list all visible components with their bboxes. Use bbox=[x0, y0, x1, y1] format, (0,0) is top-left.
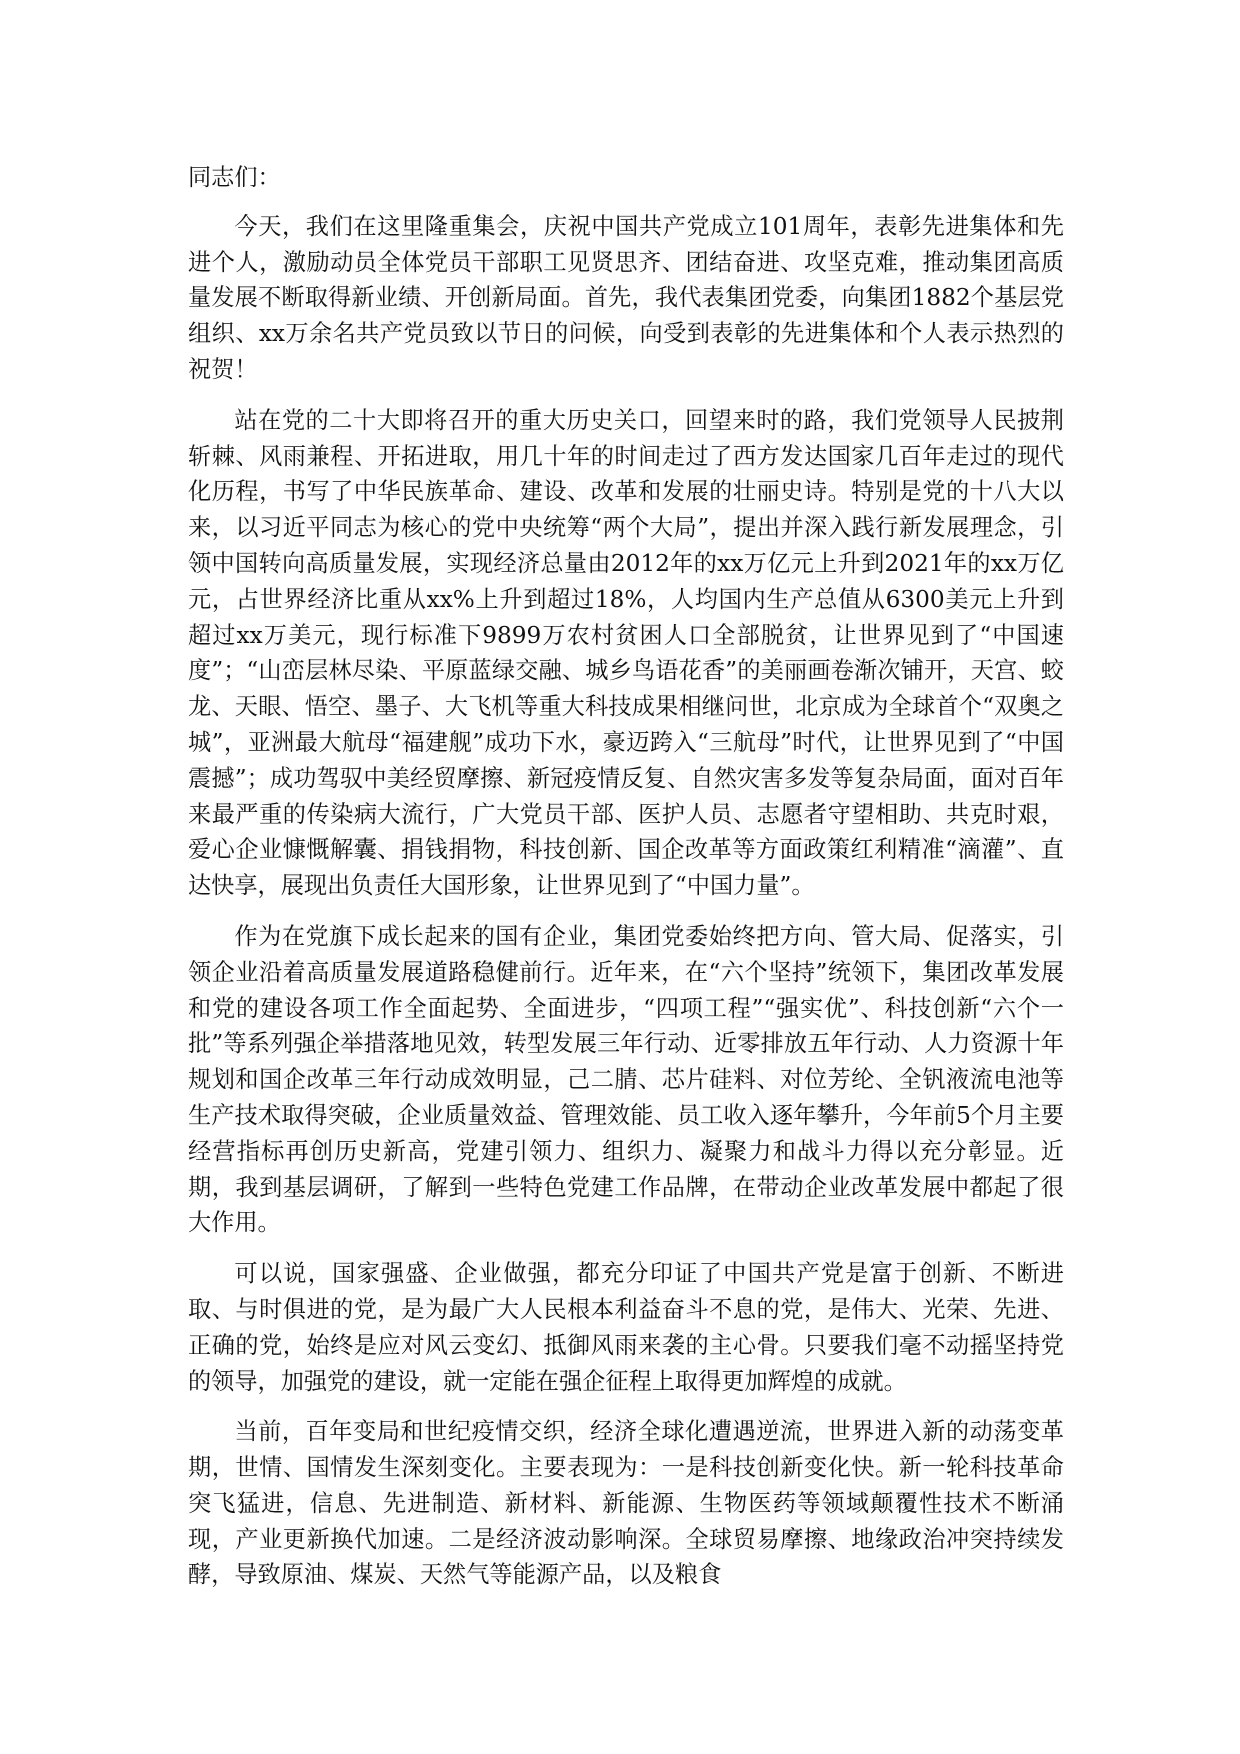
paragraph-conclusion: 可以说，国家强盛、企业做强，都充分印证了中国共产党是富于创新、不断进取、与时俱进的党，是为最广大人民根本利益奋斗不息的党，是伟大、光荣、先进、正确的党，始终是应对风云变幻、抵御风雨来袭的主心骨。只要我们毫不动摇坚持党的领导，加强党的建设，就一定能在强企征程上取得更加辉煌的成就。 bbox=[188, 1260, 1064, 1395]
document-page bbox=[188, 160, 1064, 1608]
paragraph-group-achievements: 作为在党旗下成长起来的国有企业，集团党委始终把方向、管大局、促落实，引领企业沿着高质量发展道路稳健前行。近年来，在“六个坚持”统领下，集团改革发展和党的建设各项工作全面起势、全面进步，“四项工程”“强实优”、科技创新“六个一批”等系列强企举措落地见效，转型发展三年行动、近零排放五年行动、人力资源十年规划和国企改革三年行动成效明显，己二腈、芯片硅料、对位芳纶、全钒液流电池等生产技术取得突破，企业质量效益、管理效能、员工收入逐年攀升，今年前5个月主要经营指标再创历史新高，党建引领力、组织力、凝聚力和战斗力得以充分彰显。近期，我到基层调研，了解到一些特色党建工作品牌，在带动企业改革发展中都起了很大作用。 bbox=[188, 922, 1064, 1237]
paragraph-opening: 今天，我们在这里隆重集会，庆祝中国共产党成立101周年，表彰先进集体和先进个人，激励动员全体党员干部职工见贤思齐、团结奋进、攻坚克难，推动集团高质量发展不断取得新业绩、开创新局面。首先，我代表集团党委，向集团1882个基层党组织、xx万余名共产党员致以节日的问候，向受到表彰的先进集体和个人表示热烈的祝贺！ bbox=[188, 212, 1064, 383]
paragraph-current-situation: 当前，百年变局和世纪疫情交织，经济全球化遭遇逆流，世界进入新的动荡变革期，世情、国情发生深刻变化。主要表现为：一是科技创新变化快。新一轮科技革命突飞猛进，信息、先进制造、新材料、新能源、生物医药等领域颠覆性技术不断涌现，产业更新换代加速。二是经济波动影响深。全球贸易摩擦、地缘政治冲突持续发酵，导致原油、煤炭、天然气等能源产品，以及粮食 bbox=[188, 1418, 1064, 1589]
paragraph-history: 站在党的二十大即将召开的重大历史关口，回望来时的路，我们党领导人民披荆斩棘、风雨兼程、开拓进取，用几十年的时间走过了西方发达国家几百年走过的现代化历程，书写了中华民族革命、建设、改革和发展的壮丽史诗。特别是党的十八大以来，以习近平同志为核心的党中央统筹“两个大局”，提出并深入践行新发展理念，引领中国转向高质量发展，实现经济总量由2012年的xx万亿元上升到2021年的xx万亿元，占世界经济比重从xx%上升到超过18%，人均国内生产总值从6300美元上升到超过xx万美元，现行标准下9899万农村贫困人口全部脱贫，让世界见到了“中国速度”；“山峦层林尽染、平原蓝绿交融、城乡鸟语花香”的美丽画卷渐次铺开，天宫、蛟龙、天眼、悟空、墨子、大飞机等重大科技成果相继问世，北京成为全球首个“双奥之城”，亚洲最大航母“福建舰”成功下水，豪迈跨入“三航母”时代，让世界见到了“中国震撼”；成功驾驭中美经贸摩擦、新冠疫情反复、自然灾害多发等复杂局面，面对百年来最严重的传染病大流行，广大党员干部、医护人员、志愿者守望相助、共克时艰，爱心企业慷慨解囊、捐钱捐物，科技创新、国企改革等方面政策红利精准“滴灌”、直达快享，展现出负责任大国形象，让世界见到了“中国力量”。 bbox=[188, 406, 1064, 900]
salutation: 同志们： bbox=[188, 164, 281, 191]
